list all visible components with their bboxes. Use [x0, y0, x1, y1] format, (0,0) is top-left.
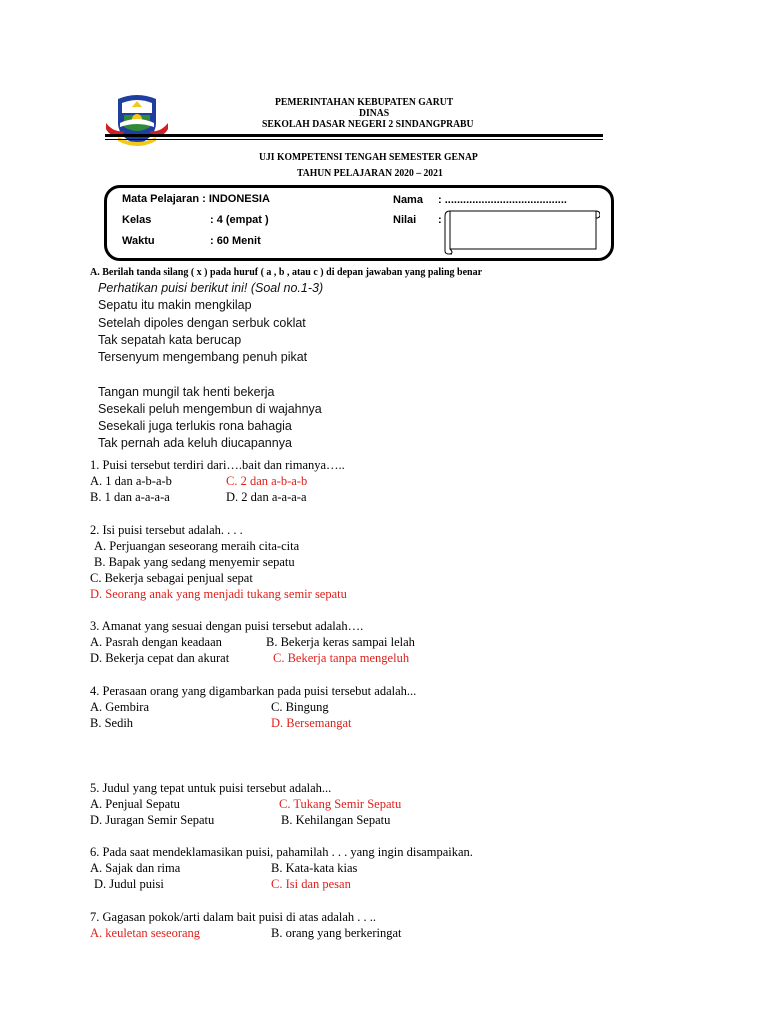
q2-option-b[interactable]: B. Bapak yang sedang menyemir sepatu	[94, 555, 295, 569]
q1-option-a[interactable]: A. 1 dan a-b-a-b	[90, 474, 172, 488]
class-value: : 4 (empat )	[210, 214, 269, 226]
header-department: DINAS	[359, 108, 390, 119]
time-label: Waktu	[122, 235, 155, 247]
question-4: 4. Perasaan orang yang digambarkan pada puisi tersebut adalah...	[90, 684, 417, 698]
q6-option-a[interactable]: A. Sajak dan rima	[90, 861, 181, 875]
q3-option-c-answer[interactable]: C. Bekerja tanpa mengeluh	[273, 651, 410, 665]
poem-line: Sepatu itu makin mengkilap	[98, 298, 252, 312]
q4-option-c[interactable]: C. Bingung	[271, 700, 329, 714]
score-colon: :	[438, 214, 442, 226]
exam-title: UJI KOMPETENSI TENGAH SEMESTER GENAP	[259, 152, 478, 163]
q1-option-c-answer[interactable]: C. 2 dan a-b-a-b	[226, 474, 308, 488]
question-7: 7. Gagasan pokok/arti dalam bait puisi di atas adalah . . ..	[90, 910, 377, 924]
poem-line: Tangan mungil tak henti bekerja	[98, 385, 275, 399]
class-label: Kelas	[122, 214, 152, 226]
subject-label: Mata Pelajaran : INDONESIA	[122, 193, 270, 205]
poem-line: Tak pernah ada keluh diucapannya	[98, 436, 292, 450]
poem-line: Setelah dipoles dengan serbuk coklat	[98, 316, 306, 330]
q4-option-b[interactable]: B. Sedih	[90, 716, 134, 730]
q7-option-a-answer[interactable]: A. keuletan seseorang	[90, 926, 201, 940]
q5-option-c-answer[interactable]: C. Tukang Semir Sepatu	[279, 797, 402, 811]
q1-option-d[interactable]: D. 2 dan a-a-a-a	[226, 490, 307, 504]
question-1: 1. Puisi tersebut terdiri dari….bait dan rimanya…..	[90, 458, 345, 472]
name-label: Nama	[393, 194, 423, 206]
header-divider-thin	[105, 139, 603, 140]
q6-option-c-answer[interactable]: C. Isi dan pesan	[271, 877, 351, 891]
q5-option-b[interactable]: B. Kehilangan Sepatu	[281, 813, 391, 827]
question-6: 6. Pada saat mendeklamasikan puisi, pahamilah . . . yang ingin disampaikan.	[90, 845, 473, 859]
q6-option-b[interactable]: B. Kata-kata kias	[271, 861, 358, 875]
poem-line: Tak sepatah kata berucap	[98, 333, 242, 347]
q7-option-b[interactable]: B. orang yang berkeringat	[271, 926, 402, 940]
q5-option-d[interactable]: D. Juragan Semir Sepatu	[90, 813, 215, 827]
q3-option-d[interactable]: D. Bekerja cepat dan akurat	[90, 651, 230, 665]
header-divider-thick	[105, 134, 603, 137]
q6-option-d[interactable]: D. Judul puisi	[94, 877, 164, 891]
q2-option-d-answer[interactable]: D. Seorang anak yang menjadi tukang semir sepatu	[90, 587, 347, 601]
exam-year: TAHUN PELAJARAN 2020 – 2021	[297, 168, 443, 179]
q2-option-a[interactable]: A. Perjuangan seseorang meraih cita-cita	[94, 539, 300, 553]
question-2: 2. Isi puisi tersebut adalah. . . .	[90, 523, 243, 537]
name-field[interactable]: : ........................................	[438, 194, 567, 206]
q2-option-c[interactable]: C. Bekerja sebagai penjual sepat	[90, 571, 253, 585]
q3-option-b[interactable]: B. Bekerja keras sampai lelah	[266, 635, 415, 649]
q5-option-a[interactable]: A. Penjual Sepatu	[90, 797, 180, 811]
instruction-text: A. Berilah tanda silang ( x ) pada huruf ( a , b , atau c ) di depan jawaban yang paling benar	[90, 267, 483, 278]
q4-option-a[interactable]: A. Gembira	[90, 700, 150, 714]
time-value: : 60 Menit	[210, 235, 261, 247]
q4-option-d-answer[interactable]: D. Bersemangat	[271, 716, 352, 730]
school-logo	[104, 93, 170, 151]
score-scroll-box	[444, 207, 600, 255]
poem-intro: Perhatikan puisi berikut ini! (Soal no.1-3)	[98, 281, 324, 295]
q3-option-a[interactable]: A. Pasrah dengan keadaan	[90, 635, 222, 649]
poem-line: Sesekali peluh mengembun di wajahnya	[98, 402, 322, 416]
question-3: 3. Amanat yang sesuai dengan puisi tersebut adalah….	[90, 619, 364, 633]
score-label: Nilai	[393, 214, 417, 226]
q1-option-b[interactable]: B. 1 dan a-a-a-a	[90, 490, 170, 504]
poem-line: Sesekali juga terlukis rona bahagia	[98, 419, 292, 433]
question-5: 5. Judul yang tepat untuk puisi tersebut adalah...	[90, 781, 332, 795]
header-school: SEKOLAH DASAR NEGERI 2 SINDANGPRABU	[262, 119, 474, 130]
header-government: PEMERINTAHAN KEBUPATEN GARUT	[275, 97, 454, 108]
poem-line: Tersenyum mengembang penuh pikat	[98, 350, 308, 364]
